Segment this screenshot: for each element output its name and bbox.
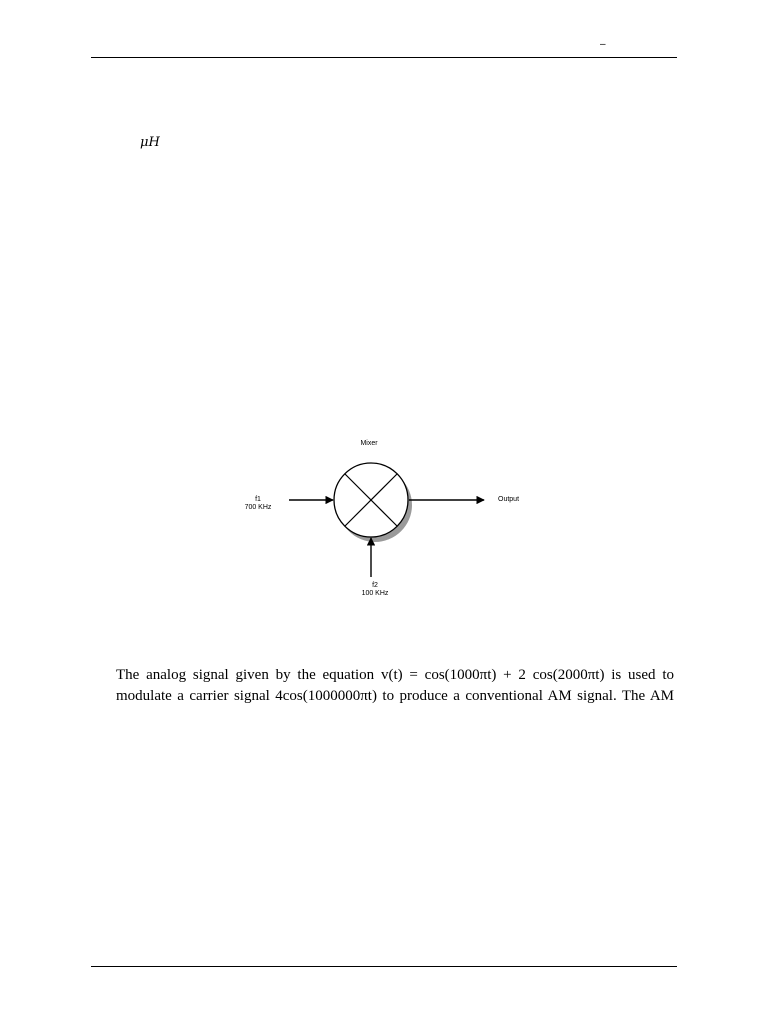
header-mark: – — [600, 39, 606, 50]
input-f2-frequency: 100 KHz — [361, 590, 389, 597]
mixer-cross-line-2 — [345, 474, 397, 526]
header-rule — [91, 57, 677, 58]
paragraph-line-1: The analog signal given by the equation v(t) = cos(1000πt) + 2 cos(2000πt) is used to — [116, 667, 674, 683]
mixer-label: Mixer — [360, 440, 378, 447]
mixer-circle — [334, 463, 408, 537]
paragraph-line-2: modulate a carrier signal 4cos(1000000πt) to produce a conventional AM signal. The AM — [116, 688, 674, 704]
mixer-cross-line-1 — [345, 474, 397, 526]
output-label: Output — [498, 496, 520, 503]
microhenry-symbol: μH — [140, 135, 160, 150]
problem-paragraph — [116, 665, 674, 707]
footer-rule — [91, 966, 677, 967]
input-f1-name: f1 — [255, 496, 261, 503]
input-f1-frequency: 700 KHz — [244, 504, 272, 511]
input-f2-name: f2 — [372, 582, 378, 589]
mixer-shadow — [338, 468, 412, 542]
